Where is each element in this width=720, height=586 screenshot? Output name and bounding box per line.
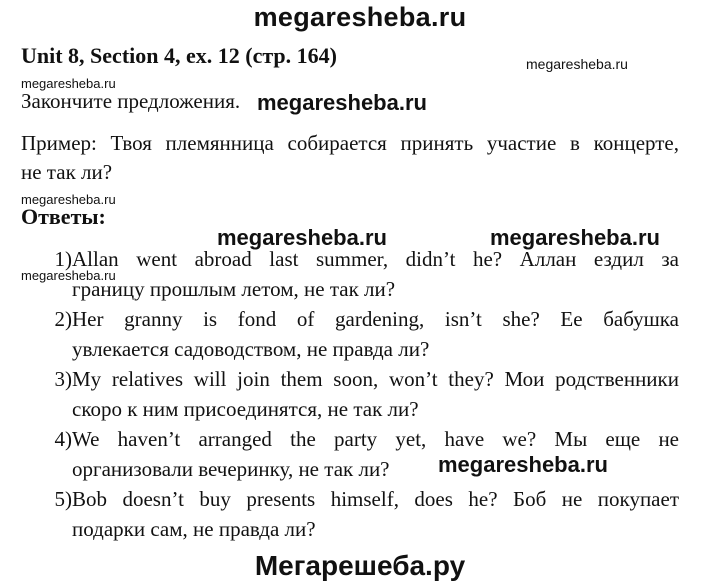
- watermark-left-small: megaresheba.ru: [21, 268, 116, 283]
- example-line-1: Пример: Твоя племянница собирается принять участие в концерте,: [21, 131, 679, 155]
- task-instruction: Закончите предложения.: [21, 89, 241, 113]
- watermark-top: megaresheba.ru: [253, 2, 467, 32]
- watermark-answers-mid: megaresheba.ru: [217, 225, 387, 250]
- item-line-2: границу прошлым летом, не так ли?: [72, 277, 396, 301]
- item-number: 3): [54, 367, 72, 391]
- item-line-2: подарки сам, не правда ли?: [72, 517, 316, 541]
- item-number: 2): [54, 307, 72, 331]
- watermark-left-small: megaresheba.ru: [21, 76, 116, 91]
- watermark-left-small: megaresheba.ru: [21, 192, 116, 207]
- item-line-2: скоро к ним присоединятся, не так ли?: [72, 397, 419, 421]
- item-line-1: Her granny is fond of gardening, isn’t she? Ее бабушка: [72, 307, 679, 331]
- item-line-2: организовали вечеринку, не так ли?: [72, 457, 390, 481]
- item-number: 5): [54, 487, 72, 511]
- watermark-answers-right: megaresheba.ru: [490, 225, 660, 250]
- item-number: 4): [54, 427, 72, 451]
- watermark-task-inline: megaresheba.ru: [257, 90, 427, 115]
- watermark-item4-inline: megaresheba.ru: [438, 452, 608, 477]
- example-line-2: не так ли?: [21, 160, 113, 184]
- item-line-1: Bob doesn’t buy presents himself, does he? Боб не покупает: [72, 487, 679, 511]
- exercise-heading: Unit 8, Section 4, ex. 12 (стр. 164): [21, 43, 337, 68]
- item-line-1: My relatives will join them soon, won’t they? Мои родственники: [72, 367, 679, 391]
- item-line-2: увлекается садоводством, не правда ли?: [72, 337, 430, 361]
- item-line-1: Allan went abroad last summer, didn’t he? Аллан ездил за: [72, 247, 679, 271]
- watermark-bottom: Мегарешеба.ру: [254, 550, 466, 581]
- answers-label: Ответы:: [21, 204, 106, 229]
- item-number: 1): [54, 247, 72, 271]
- item-line-1: We haven’t arranged the party yet, have we? Мы еще не: [72, 427, 679, 451]
- watermark-header-right: megaresheba.ru: [526, 56, 628, 72]
